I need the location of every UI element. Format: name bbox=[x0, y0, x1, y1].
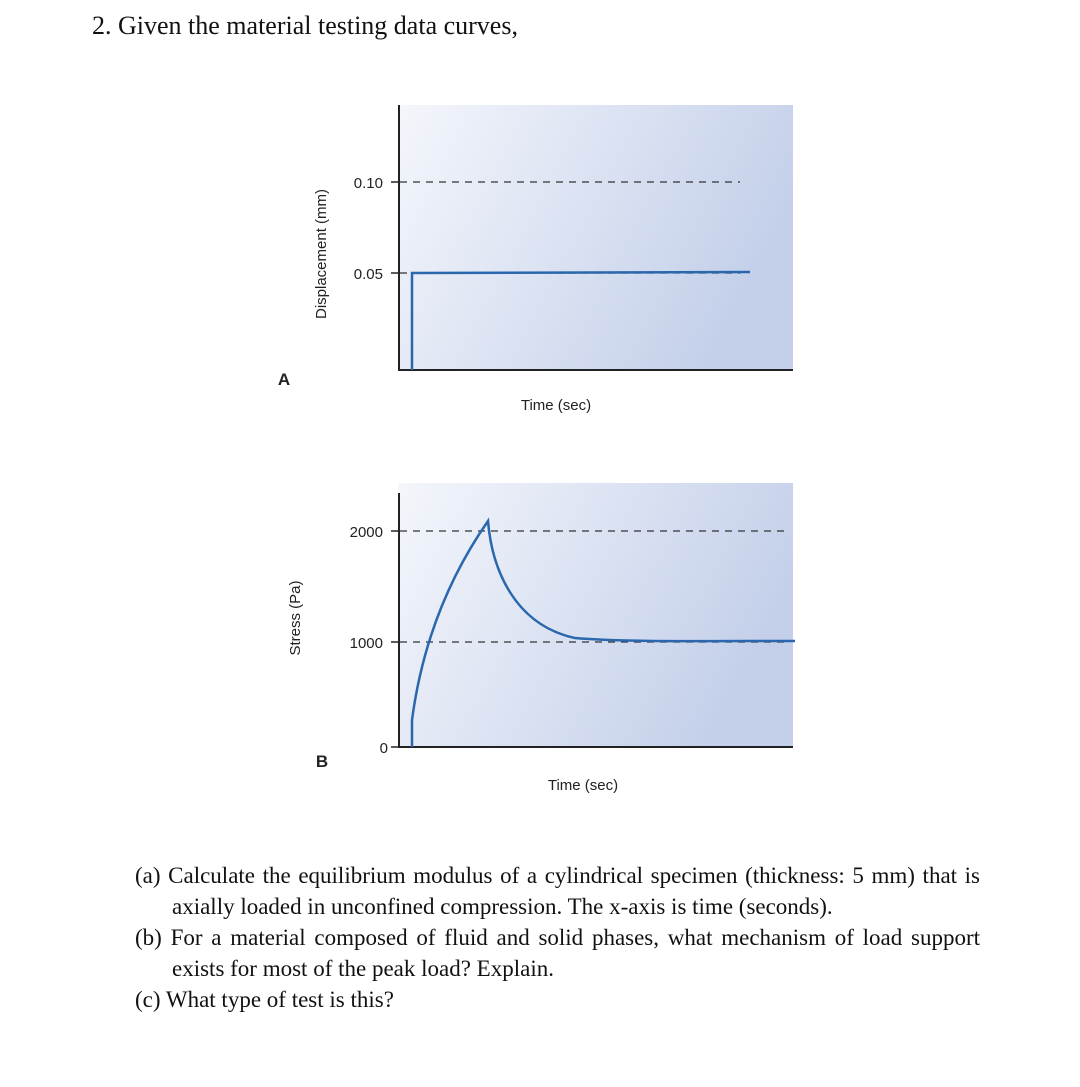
question-c-letter: (c) bbox=[135, 987, 161, 1012]
question-b-letter: (b) bbox=[135, 925, 162, 950]
panel-b-letter: B bbox=[315, 752, 329, 771]
panel-b-x-axis-label: Time (sec) bbox=[547, 777, 619, 794]
question-c bbox=[135, 984, 980, 1015]
question-list bbox=[135, 860, 980, 1015]
question-heading: 2. Given the material testing data curves, bbox=[92, 11, 518, 40]
question-b bbox=[135, 922, 980, 984]
panel-a-tick-label-005: 0.05 bbox=[353, 266, 383, 283]
question-c-text: What type of test is this? bbox=[165, 987, 394, 1012]
panel-b-tick-label-1000: 1000 bbox=[349, 635, 383, 652]
question-a-text: Calculate the equilibrium modulus of a cylindrical specimen (thickness: 5 mm) that is axially loaded in unconfined compression. The x-axis is time (seconds). bbox=[168, 863, 981, 919]
panel-b bbox=[287, 483, 795, 794]
panel-b-y-axis-label: Stress (Pa) bbox=[287, 580, 304, 656]
question-a bbox=[135, 860, 980, 922]
panel-a-tick-label-010: 0.10 bbox=[353, 175, 383, 192]
panel-a-x-axis-label: Time (sec) bbox=[520, 397, 592, 414]
panel-b-tick-label-0: 0 bbox=[379, 740, 388, 757]
panel-a bbox=[278, 105, 793, 414]
panel-b-tick-label-2000: 2000 bbox=[349, 524, 383, 541]
panel-a-background bbox=[398, 105, 793, 370]
panel-b-background bbox=[398, 483, 793, 747]
question-b-text: For a material composed of fluid and solid phases, what mechanism of load support exists for most of the peak load? Explain. bbox=[170, 925, 980, 981]
panel-a-letter: A bbox=[277, 370, 291, 389]
question-a-letter: (a) bbox=[135, 863, 161, 888]
panel-a-y-axis-label: Displacement (mm) bbox=[313, 188, 330, 320]
